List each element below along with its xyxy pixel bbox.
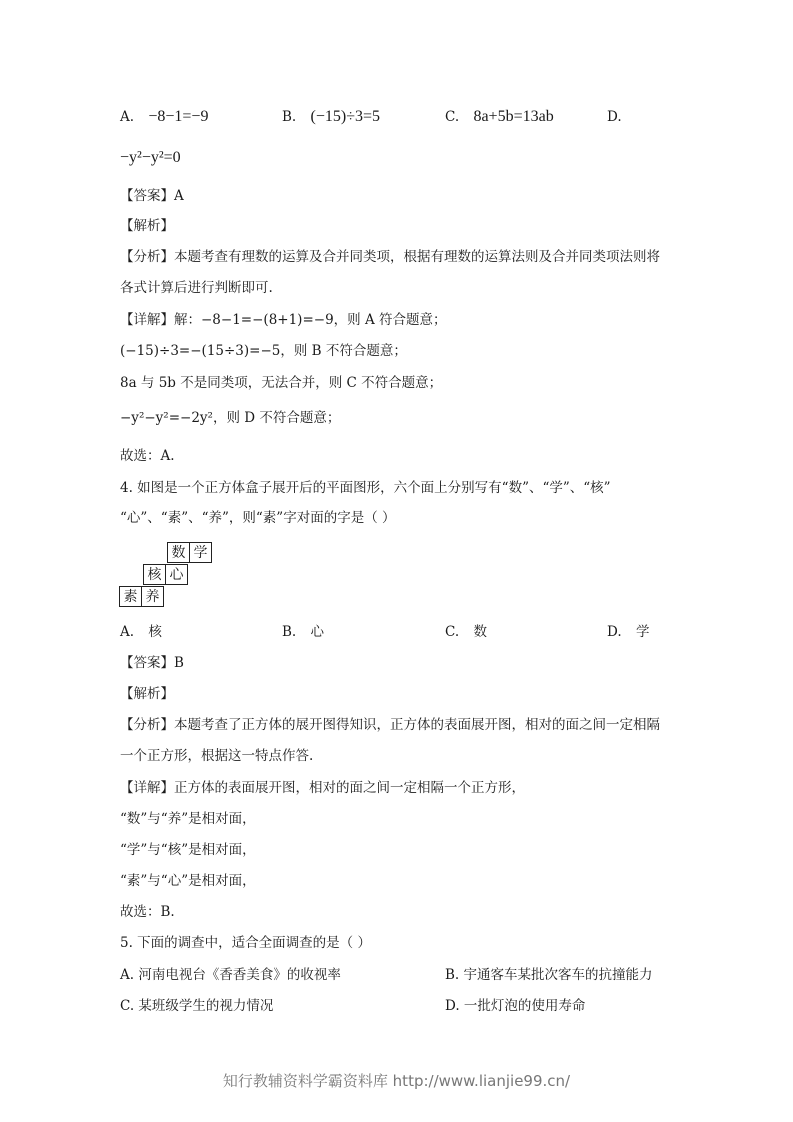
q4-detail-line-4: “素”与“心”是相对面， [120,873,256,889]
net-cell-su: 素 [119,586,142,607]
q4-option-d [607,622,649,642]
option-expression: 8a+5b=13ab [473,108,554,125]
q5-option-a: A. 河南电视台《香香美食》的收视率 [120,967,341,983]
option-letter: D. [607,624,622,640]
q5-option-d: D. 一批灯泡的使用寿命 [445,998,586,1014]
q3-choice: 故选：A. [120,448,175,464]
q4-choice: 故选：B. [120,904,175,920]
net-cell-xue: 学 [189,542,212,563]
q5-option-c: C. 某班级学生的视力情况 [120,998,274,1014]
page-footer-watermark: 知行教辅资料学霸资料库 http://www.lianjie99.cn/ [222,1072,571,1090]
q4-stem-line-1: 4. 如图是一个正方体盒子展开后的平面图形，六个面上分别写有“数”、“学”、“核” [120,480,611,496]
q3-detail-line-1: 【详解】解：−8−1=−(8+1)=−9，则 A 符合题意； [120,312,447,328]
option-expression: −8−1=−9 [148,108,209,125]
q3-option-a [120,107,208,127]
option-letter: C. [445,624,460,640]
q4-answer: 【答案】B [120,655,184,671]
q3-detail-line-3: 8a 与 5b 不是同类项，无法合并，则 C 不符合题意； [120,375,443,391]
option-letter: A. [120,624,135,640]
option-letter: B. [282,624,297,640]
q3-detail-line-4: −y²−y²=−2y²，则 D 不符合题意； [120,410,341,426]
q5-stem: 5. 下面的调查中，适合全面调查的是（ ） [120,935,371,951]
q4-option-a [120,622,162,642]
net-cell-he: 核 [143,564,166,585]
q3-detail-line-2: (−15)÷3=−(15÷3)=−5，则 B 不符合题意； [120,343,407,359]
q3-answer: 【答案】A [120,188,184,204]
q4-stem-line-2: “心”、“素”、“养”，则“素”字对面的字是（ ） [120,510,396,526]
q3-analysis-title: 【解析】 [120,218,174,234]
q3-option-b [282,107,380,127]
q3-option-d-expression: −y²−y²=0 [120,149,181,166]
option-text: 数 [473,624,487,640]
option-text: 核 [148,624,162,640]
option-text: 心 [310,624,325,640]
q3-fenxi-line-1: 【分析】本题考查有理数的运算及合并同类项，根据有理数的运算法则及合并同类项法则将 [120,249,660,265]
q3-fenxi-line-2: 各式计算后进行判断即可. [120,280,273,296]
option-letter: B. [282,109,297,125]
option-text: 学 [635,624,650,640]
q3-option-c [445,107,554,127]
q4-detail-line-3: “学”与“核”是相对面， [120,842,256,858]
q4-option-b [282,622,324,642]
net-cell-shu: 数 [167,542,190,563]
q4-analysis-title: 【解析】 [120,686,174,702]
net-cell-yang: 养 [141,586,164,607]
option-expression: (−15)÷3=5 [310,108,380,125]
q4-fenxi-line-1: 【分析】本题考查了正方体的展开图得知识，正方体的表面展开图，相对的面之间一定相隔 [120,717,660,733]
option-letter: D. [607,109,622,125]
net-cell-xin: 心 [165,564,188,585]
option-letter: C. [445,109,460,125]
q4-fenxi-line-2: 一个正方形，根据这一特点作答. [120,748,314,764]
q5-option-b: B. 宇通客车某批次客车的抗撞能力 [445,967,653,983]
q4-detail-line-1: 【详解】正方体的表面展开图，相对的面之间一定相隔一个正方形， [120,780,525,796]
q3-option-d [607,107,622,127]
q4-detail-line-2: “数”与“养”是相对面， [120,811,256,827]
option-letter: A. [120,109,135,125]
q4-option-c [445,622,487,642]
